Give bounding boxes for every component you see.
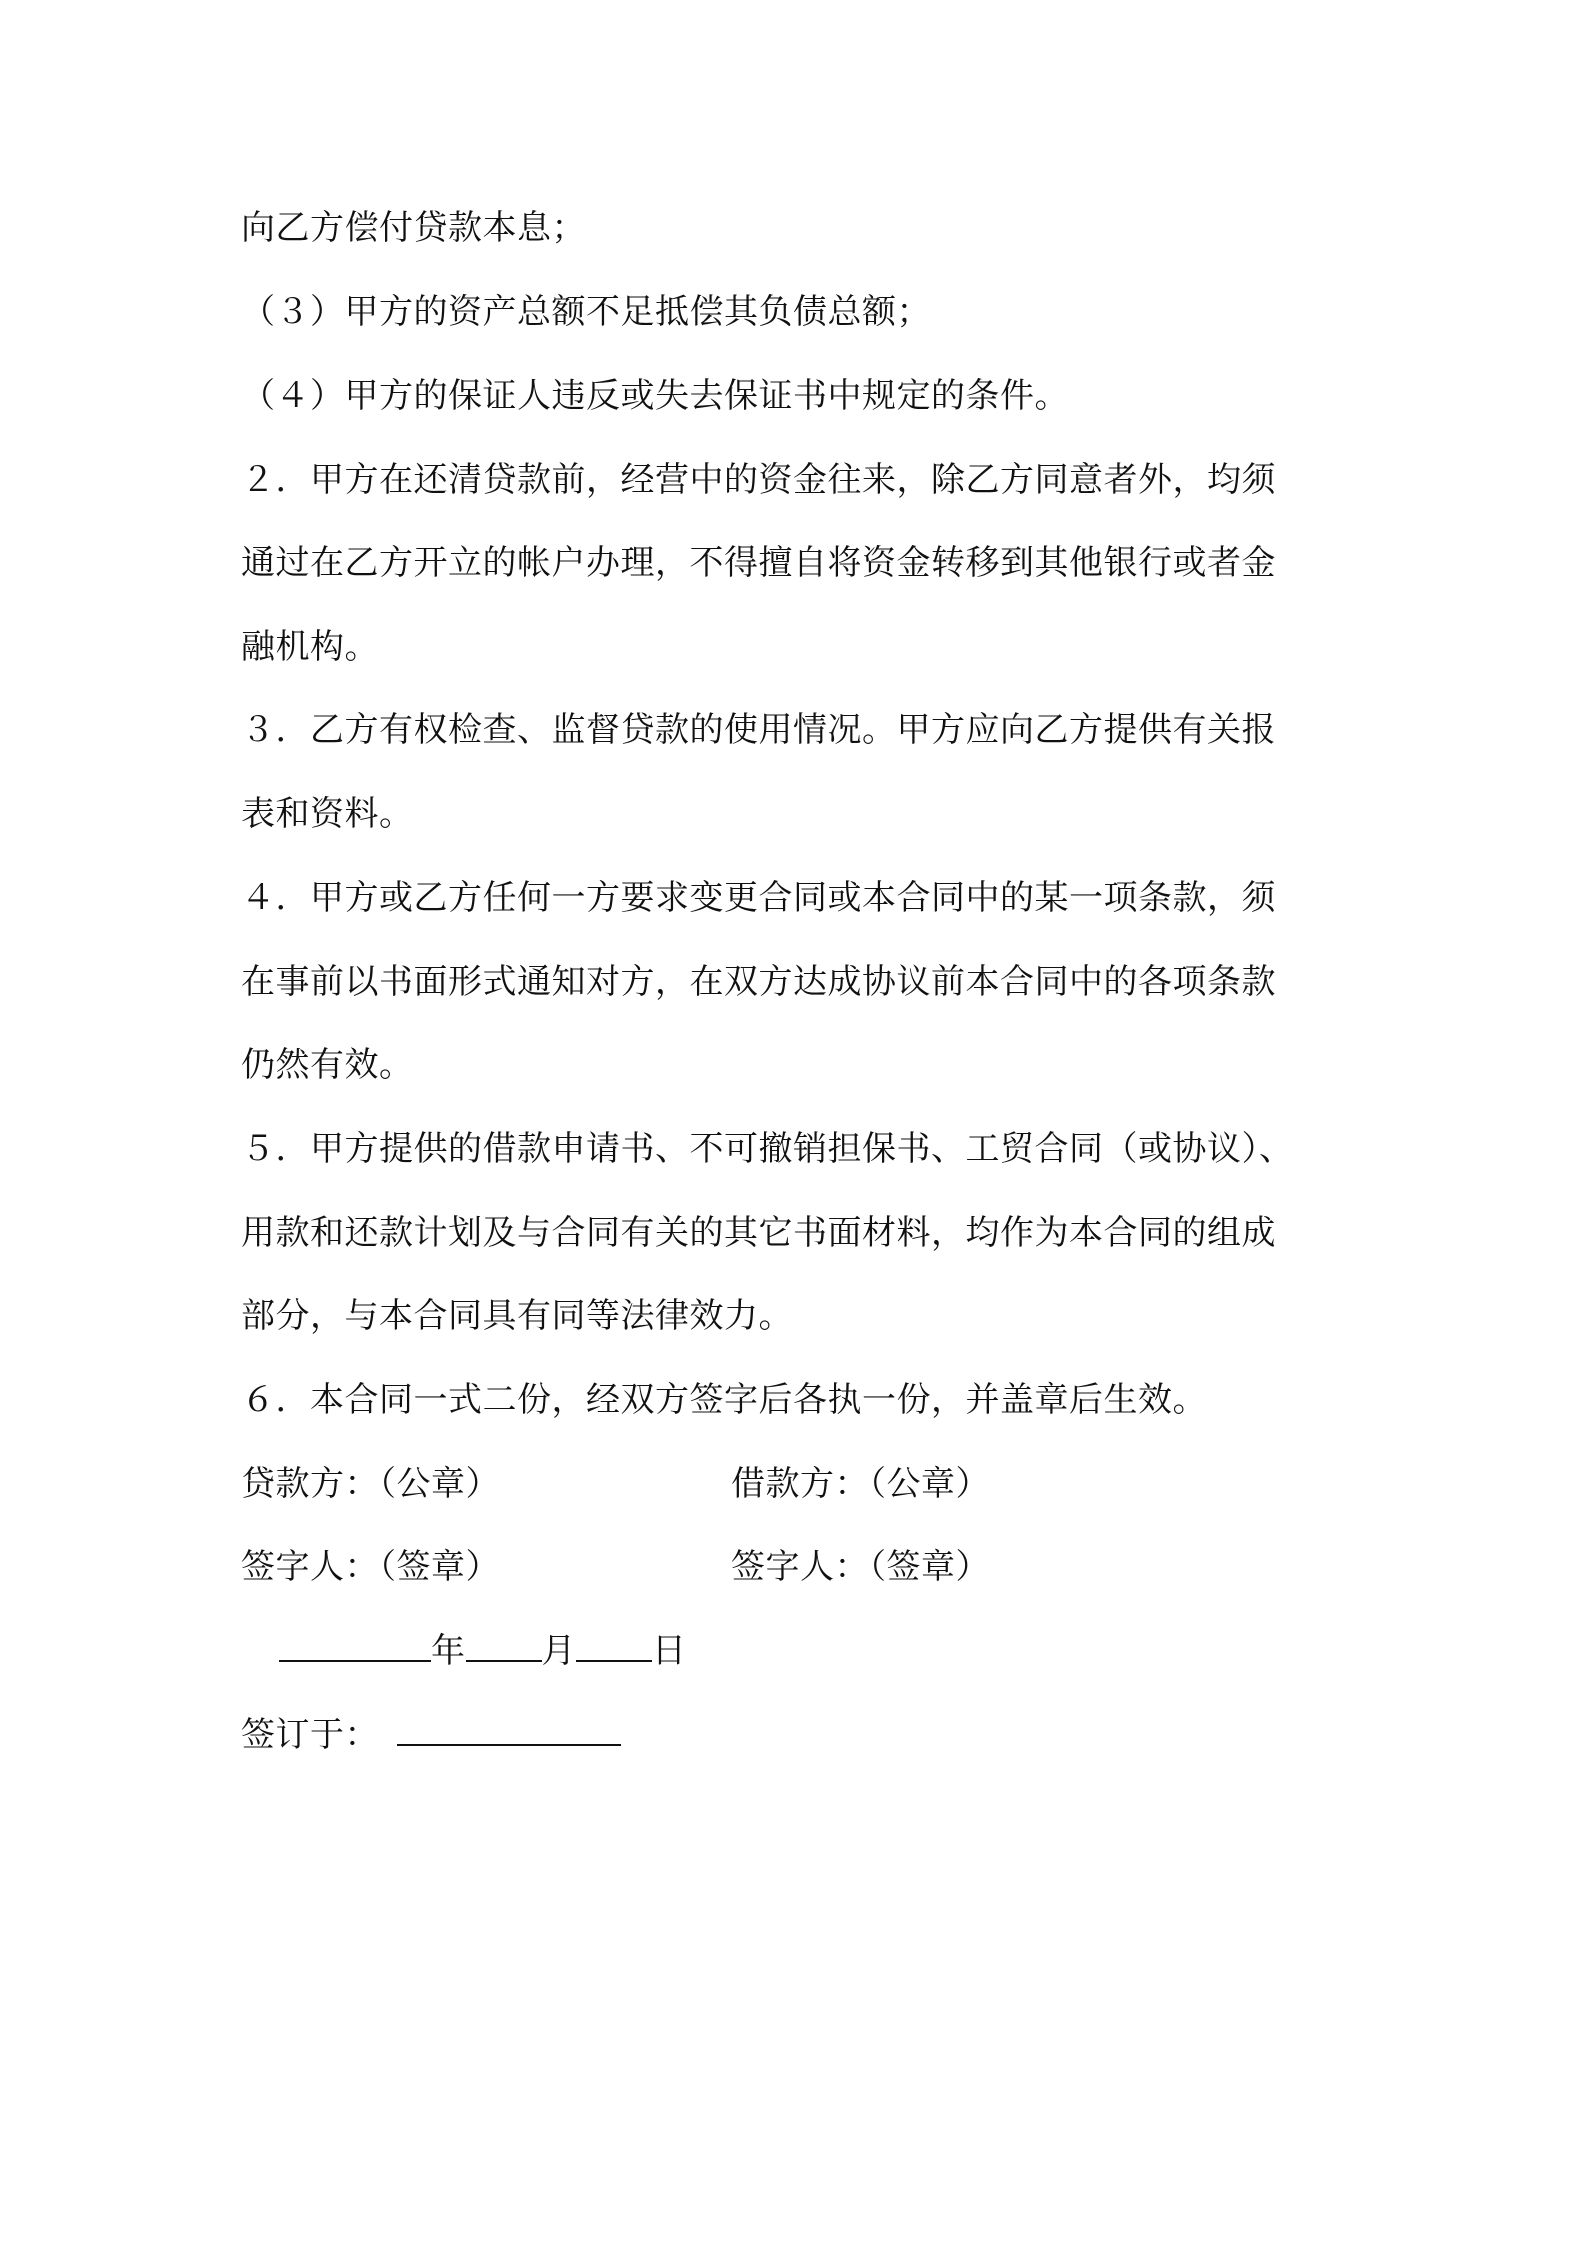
text-line: ３．乙方有权检查、监督贷款的使用情况。甲方应向乙方提供有关报 [241,710,1276,750]
year-blank[interactable] [279,1630,431,1662]
month-blank[interactable] [466,1630,542,1662]
signed-at-line [241,1713,621,1757]
lender-signer-label: 签字人：（签章） [241,1547,500,1587]
borrower-signer-label: 签字人：（签章） [731,1547,990,1587]
date-line [279,1629,687,1673]
text-line: 部分，与本合同具有同等法律效力。 [241,1296,793,1336]
day-label: 日 [652,1631,687,1671]
lender-seal-label: 贷款方：（公章） [241,1464,500,1504]
month-label: 月 [541,1631,576,1671]
text-line: ６．本合同一式二份，经双方签字后各执一份，并盖章后生效。 [241,1380,1207,1420]
text-line: 用款和还款计划及与合同有关的其它书面材料，均作为本合同的组成 [241,1213,1276,1253]
text-line: ４．甲方或乙方任何一方要求变更合同或本合同中的某一项条款，须 [241,878,1276,918]
day-blank[interactable] [576,1630,652,1662]
text-line: （３）甲方的资产总额不足抵偿其负债总额； [241,292,931,332]
signed-at-label: 签订于： [241,1715,379,1755]
text-line: 仍然有效。 [241,1045,414,1085]
text-line: 在事前以书面形式通知对方，在双方达成协议前本合同中的各项条款 [241,962,1276,1002]
text-line: （４）甲方的保证人违反或失去保证书中规定的条件。 [241,376,1069,416]
text-line: 表和资料。 [241,794,414,834]
text-line: 融机构。 [241,627,379,667]
year-label: 年 [431,1631,466,1671]
text-line: 向乙方偿付贷款本息； [241,208,586,248]
text-line: ２．甲方在还清贷款前，经营中的资金往来，除乙方同意者外，均须 [241,460,1276,500]
signed-at-blank[interactable] [397,1714,621,1746]
borrower-seal-label: 借款方：（公章） [731,1464,990,1504]
text-line: ５．甲方提供的借款申请书、不可撤销担保书、工贸合同（或协议）、 [241,1129,1294,1169]
text-line: 通过在乙方开立的帐户办理，不得擅自将资金转移到其他银行或者金 [241,543,1276,583]
